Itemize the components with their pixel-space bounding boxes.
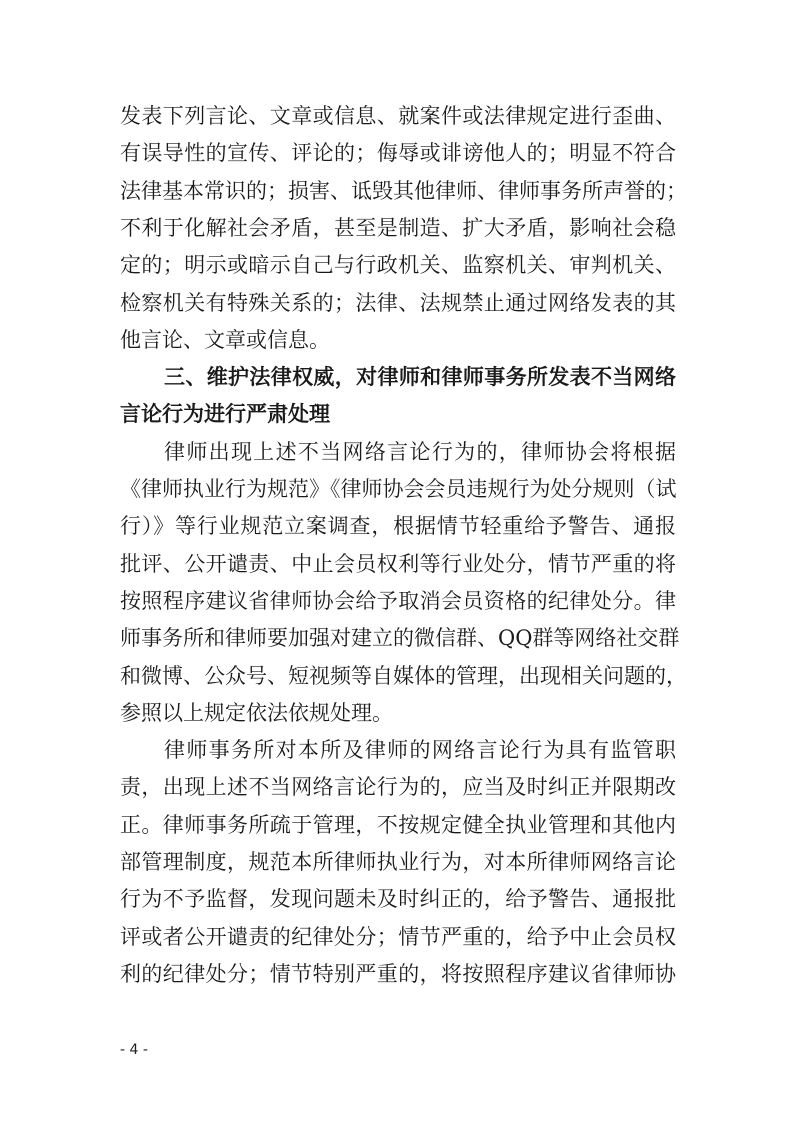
body-line: 法律基本常识的；损害、诋毁其他律师、律师事务所声誉的； bbox=[120, 178, 687, 203]
body-line: 行为不予监督，发现问题未及时纠正的，给予警告、通报批 bbox=[120, 887, 676, 912]
page-number: - 4 - bbox=[120, 1042, 148, 1058]
body-line: 不利于化解社会矛盾，甚至是制造、扩大矛盾，影响社会稳 bbox=[120, 215, 676, 240]
body-line: 评或者公开谴责的纪律处分；情节严重的，给予中止会员权 bbox=[120, 924, 676, 949]
body-line: 《律师执业行为规范》《律师协会会员违规行为处分规则（试 bbox=[120, 477, 677, 501]
body-line: 有误导性的宣传、评论的；侮辱或诽谤他人的；明显不符合 bbox=[120, 141, 676, 166]
body-line: 批评、公开谴责、中止会员权利等行业处分，情节严重的将 bbox=[120, 551, 676, 576]
paragraph-first-line: 律师出现上述不当网络言论行为的，律师协会将根据 bbox=[164, 439, 676, 464]
body-line: 参照以上规定依法依规处理。 bbox=[120, 700, 393, 725]
section-heading-continued: 言论行为进行严肃处理 bbox=[120, 402, 330, 427]
body-line: 师事务所和律师要加强对建立的微信群、QQ群等网络社交群 bbox=[120, 626, 680, 651]
body-line: 他言论、文章或信息。 bbox=[120, 327, 330, 352]
body-line: 责，出现上述不当网络言论行为的，应当及时纠正并限期改 bbox=[120, 775, 676, 800]
body-line: 行）》等行业规范立案调查，根据情节轻重给予警告、通报 bbox=[120, 514, 676, 539]
body-line: 定的；明示或暗示自己与行政机关、监察机关、审判机关、 bbox=[120, 253, 676, 278]
body-line: 和微博、公众号、短视频等自媒体的管理，出现相关问题的， bbox=[120, 663, 687, 688]
body-line: 利的纪律处分；情节特别严重的，将按照程序建议省律师协 bbox=[120, 961, 676, 986]
section-heading: 三、维护法律权威，对律师和律师事务所发表不当网络 bbox=[164, 365, 676, 390]
body-line: 部管理制度，规范本所律师执业行为，对本所律师网络言论 bbox=[120, 850, 676, 874]
body-line: 按照程序建议省律师协会给予取消会员资格的纪律处分。律 bbox=[120, 588, 676, 613]
body-line: 发表下列言论、文章或信息、就案件或法律规定进行歪曲、 bbox=[120, 104, 676, 128]
body-line: 正。律师事务所疏于管理，不按规定健全执业管理和其他内 bbox=[120, 812, 676, 837]
paragraph-first-line: 律师事务所对本所及律师的网络言论行为具有监管职 bbox=[164, 738, 676, 763]
body-line: 检察机关有特殊关系的；法律、法规禁止通过网络发表的其 bbox=[120, 290, 676, 315]
